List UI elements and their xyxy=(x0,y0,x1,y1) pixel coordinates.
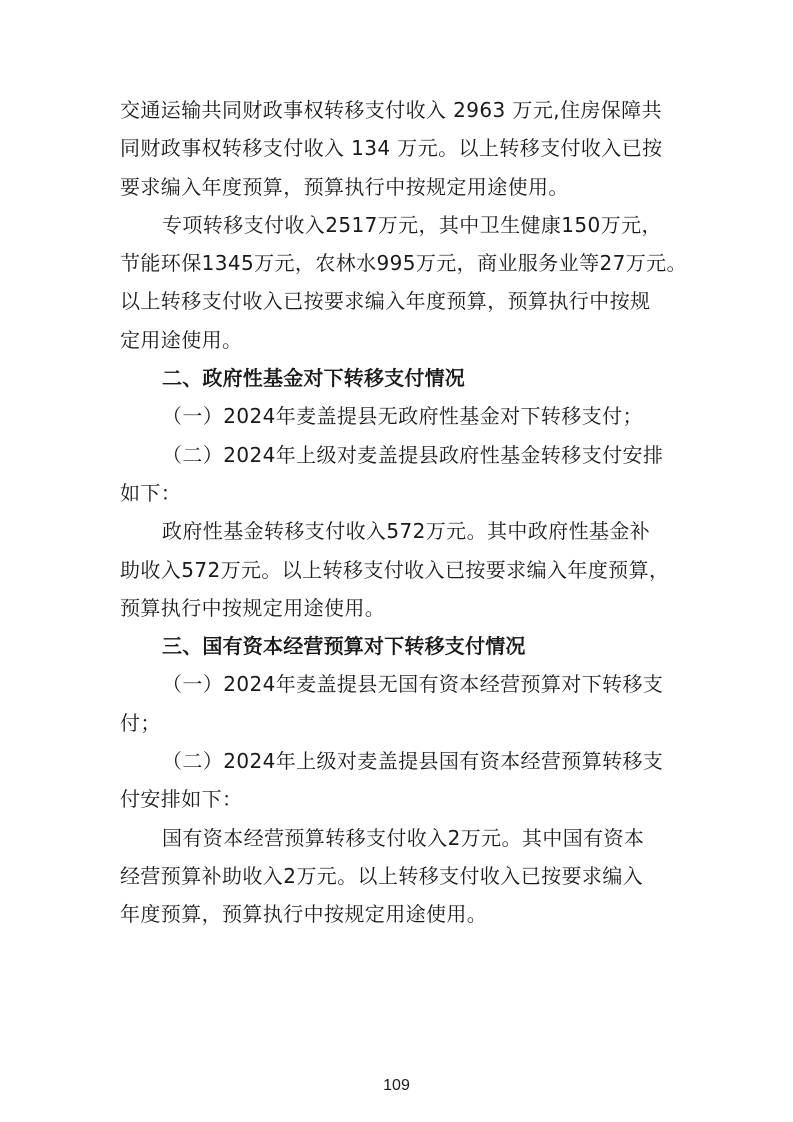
body-text-line: 专项转移支付收入2517万元，其中卫生健康150万元， xyxy=(162,212,662,237)
body-text-line: 定用途使用。 xyxy=(120,327,243,352)
body-text-line: （一）2024年麦盖提县无政府性基金对下转移支付； xyxy=(162,404,643,429)
section-heading: 三、国有资本经营预算对下转移支付情况 xyxy=(162,634,526,659)
body-text-line: 同财政事权转移支付收入 134 万元。以上转移支付收入已按 xyxy=(120,136,663,161)
body-text-line: （一）2024年麦盖提县无国有资本经营预算对下转移支 xyxy=(162,672,664,697)
body-text-line: 要求编入年度预算，预算执行中按规定用途使用。 xyxy=(120,174,569,199)
body-text-line: 政府性基金转移支付收入572万元。其中政府性基金补 xyxy=(162,519,651,544)
body-text-line: 以上转移支付收入已按要求编入年度预算，预算执行中按规 xyxy=(120,289,651,314)
section-heading: 二、政府性基金对下转移支付情况 xyxy=(162,366,465,391)
body-text-line: 经营预算补助收入2万元。以上转移支付收入已按要求编入 xyxy=(120,863,644,888)
body-text-line: （二）2024年上级对麦盖提县国有资本经营预算转移支 xyxy=(162,749,664,774)
body-text-line: 国有资本经营预算转移支付收入2万元。其中国有资本 xyxy=(162,825,645,850)
body-text-line: 节能环保1345万元，农林水995万元，商业服务业等27万元。 xyxy=(120,251,687,276)
body-text-line: 交通运输共同财政事权转移支付收入 2963 万元,住房保障共 xyxy=(120,98,662,122)
body-text-line: 付安排如下： xyxy=(120,787,243,812)
body-text-line: （二）2024年上级对麦盖提县政府性基金转移支付安排 xyxy=(162,442,664,467)
body-text-line: 年度预算，预算执行中按规定用途使用。 xyxy=(120,902,488,927)
body-text-line: 付； xyxy=(120,710,161,735)
body-text-line: 助收入572万元。以上转移支付收入已按要求编入年度预算， xyxy=(120,557,670,582)
body-text-line: 如下： xyxy=(120,480,182,505)
page-number: 109 xyxy=(383,1077,410,1094)
document-body xyxy=(120,98,687,943)
body-text-line: 预算执行中按规定用途使用。 xyxy=(120,595,386,620)
